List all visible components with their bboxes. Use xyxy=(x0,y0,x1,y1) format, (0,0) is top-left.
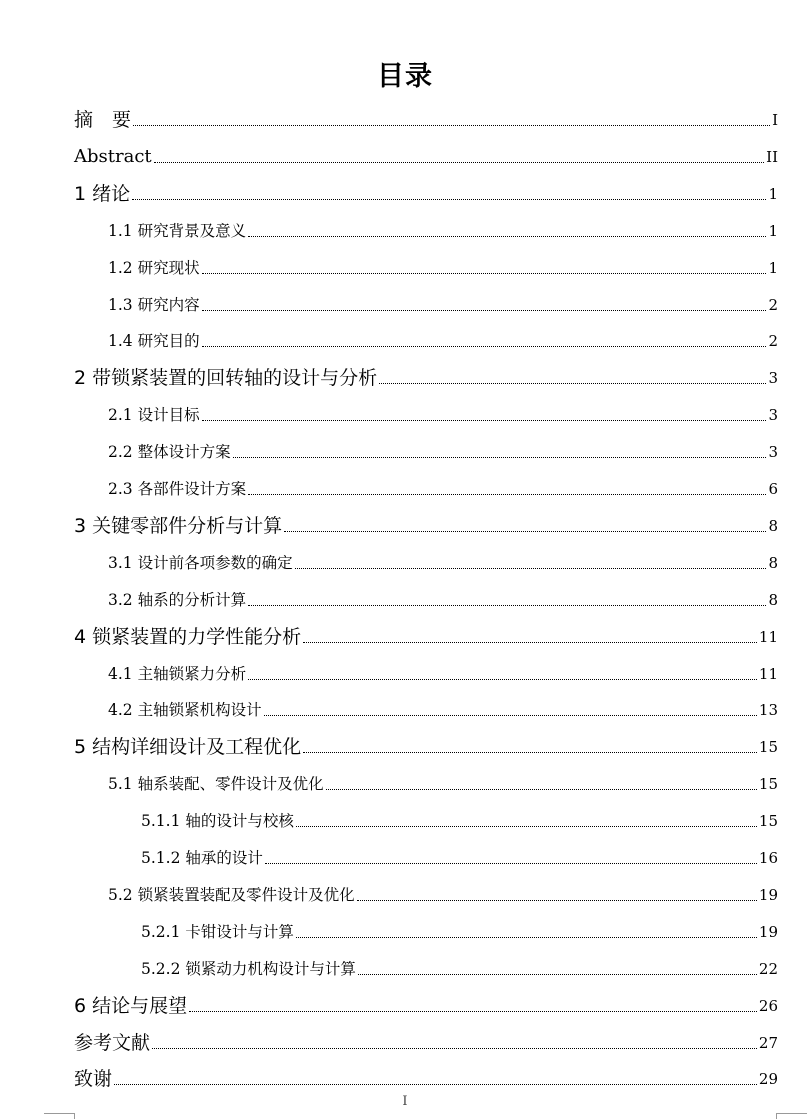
toc-entry-label: 3.1 设计前各项参数的确定 xyxy=(108,554,293,572)
toc-entry-page-number: 3 xyxy=(768,369,778,387)
dot-leader xyxy=(357,900,757,901)
toc-entry-page-number: 1 xyxy=(768,185,778,203)
toc-entry-page-number: 6 xyxy=(768,480,778,498)
toc-entry-page-number: 2 xyxy=(768,296,778,314)
toc-entry[interactable] xyxy=(74,994,778,1018)
toc-entry[interactable] xyxy=(108,329,778,353)
dot-leader xyxy=(202,273,767,274)
toc-entry-label: 1.1 研究背景及意义 xyxy=(108,222,247,240)
toc-entry-label: 5.2 锁紧装置装配及零件设计及优化 xyxy=(108,886,355,904)
toc-entry-label: 2.3 各部件设计方案 xyxy=(108,480,247,498)
toc-entry-label: 致谢 xyxy=(74,1068,113,1090)
toc-entry[interactable] xyxy=(141,846,778,870)
toc-entry-label: 2.2 整体设计方案 xyxy=(108,443,231,461)
dot-leader xyxy=(133,125,770,126)
dot-leader xyxy=(358,974,757,975)
toc-entry-page-number: 8 xyxy=(768,591,778,609)
dot-leader xyxy=(296,937,757,938)
toc-entry-label: 摘 要 xyxy=(74,109,132,131)
toc-entry[interactable] xyxy=(108,551,778,575)
toc-entry-label: 5.2.1 卡钳设计与计算 xyxy=(141,923,294,941)
toc-entry-label: 4.2 主轴锁紧机构设计 xyxy=(108,701,262,719)
toc-entry-page-number: 11 xyxy=(758,628,778,646)
toc-entry[interactable] xyxy=(74,1031,778,1055)
toc-entry[interactable] xyxy=(74,145,778,169)
toc-entry[interactable] xyxy=(74,1067,778,1091)
toc-entry[interactable] xyxy=(108,403,778,427)
toc-entry-page-number: 8 xyxy=(768,554,778,572)
toc-entry-label: 1.3 研究内容 xyxy=(108,296,200,314)
toc-entry-label: 5.2.2 锁紧动力机构设计与计算 xyxy=(141,960,356,978)
toc-entry[interactable] xyxy=(74,625,778,649)
dot-leader xyxy=(303,752,757,753)
toc-entry-page-number: 15 xyxy=(758,738,778,756)
toc-entry-page-number: 8 xyxy=(768,517,778,535)
dot-leader xyxy=(326,789,757,790)
toc-entry-label: 1 绪论 xyxy=(74,183,131,205)
toc-entry-label: 5.1 轴系装配、零件设计及优化 xyxy=(108,775,324,793)
toc-entry[interactable] xyxy=(74,108,778,132)
toc-entry[interactable] xyxy=(108,698,778,722)
toc-entry-label: 参考文献 xyxy=(74,1032,151,1054)
toc-entry-label: 5 结构详细设计及工程优化 xyxy=(74,736,302,758)
toc-entry[interactable] xyxy=(108,883,778,907)
toc-entry-page-number: 19 xyxy=(758,886,778,904)
dot-leader xyxy=(296,826,757,827)
dot-leader xyxy=(248,605,766,606)
dot-leader xyxy=(189,1011,757,1012)
toc-entry[interactable] xyxy=(74,735,778,759)
toc-entry-page-number: 22 xyxy=(758,960,778,978)
toc-entry-page-number: 11 xyxy=(758,665,778,683)
toc-title: 目录 xyxy=(377,61,433,92)
dot-leader xyxy=(379,383,766,384)
dot-leader xyxy=(233,457,767,458)
dot-leader xyxy=(132,199,766,200)
page-number-footer: I xyxy=(402,1094,408,1109)
crop-mark-right xyxy=(776,1113,807,1119)
toc-entry-page-number: 29 xyxy=(758,1070,778,1088)
toc-entry[interactable] xyxy=(108,440,778,464)
dot-leader xyxy=(202,310,767,311)
toc-entry-page-number: 1 xyxy=(768,259,778,277)
toc-entry[interactable] xyxy=(141,957,778,981)
toc-entry[interactable] xyxy=(141,809,778,833)
dot-leader xyxy=(248,494,766,495)
toc-entry-page-number: 26 xyxy=(758,997,778,1015)
toc-entry-page-number: 19 xyxy=(758,923,778,941)
dot-leader xyxy=(264,715,757,716)
toc-entry-page-number: 15 xyxy=(758,812,778,830)
toc-entry-page-number: 3 xyxy=(768,443,778,461)
dot-leader xyxy=(202,346,767,347)
toc-entry-label: 2 带锁紧装置的回转轴的设计与分析 xyxy=(74,367,378,389)
dot-leader xyxy=(295,568,767,569)
toc-entry-label: 5.1.2 轴承的设计 xyxy=(141,849,263,867)
toc-entry-page-number: II xyxy=(766,148,778,166)
toc-entry-page-number: 27 xyxy=(758,1034,778,1052)
toc-entry[interactable] xyxy=(108,293,778,317)
toc-entry-label: 6 结论与展望 xyxy=(74,995,188,1017)
toc-entry[interactable] xyxy=(74,514,778,538)
toc-entry-page-number: 13 xyxy=(758,701,778,719)
toc-entry[interactable] xyxy=(74,182,778,206)
dot-leader xyxy=(152,1048,757,1049)
toc-entry-page-number: 2 xyxy=(768,332,778,350)
toc-entry-page-number: 16 xyxy=(758,849,778,867)
dot-leader xyxy=(284,531,766,532)
toc-entry-label: 3.2 轴系的分析计算 xyxy=(108,591,247,609)
toc-entry[interactable] xyxy=(108,662,778,686)
toc-entry[interactable] xyxy=(108,588,778,612)
dot-leader xyxy=(154,162,764,163)
dot-leader xyxy=(248,679,757,680)
toc-entry-label: 4 锁紧装置的力学性能分析 xyxy=(74,626,302,648)
toc-entry-label: 2.1 设计目标 xyxy=(108,406,200,424)
toc-entry-label: 3 关键零部件分析与计算 xyxy=(74,515,283,537)
toc-entry-page-number: I xyxy=(772,111,778,129)
toc-entry[interactable] xyxy=(74,366,778,390)
toc-entry-label: 1.4 研究目的 xyxy=(108,332,200,350)
toc-entry[interactable] xyxy=(141,920,778,944)
toc-entry-label: 5.1.1 轴的设计与校核 xyxy=(141,812,294,830)
dot-leader xyxy=(202,420,767,421)
toc-entry-page-number: 3 xyxy=(768,406,778,424)
toc-entry-label: 4.1 主轴锁紧力分析 xyxy=(108,665,247,683)
dot-leader xyxy=(114,1084,757,1085)
toc-entry-page-number: 15 xyxy=(758,775,778,793)
toc-entry-label: Abstract xyxy=(74,146,152,167)
crop-mark-left xyxy=(44,1113,75,1119)
dot-leader xyxy=(248,236,766,237)
toc-entry[interactable] xyxy=(108,477,778,501)
toc-entry-label: 1.2 研究现状 xyxy=(108,259,200,277)
toc-entry[interactable] xyxy=(108,772,778,796)
toc-entry-page-number: 1 xyxy=(768,222,778,240)
dot-leader xyxy=(265,863,757,864)
toc-entry[interactable] xyxy=(108,256,778,280)
dot-leader xyxy=(303,642,757,643)
toc-entry[interactable] xyxy=(108,219,778,243)
